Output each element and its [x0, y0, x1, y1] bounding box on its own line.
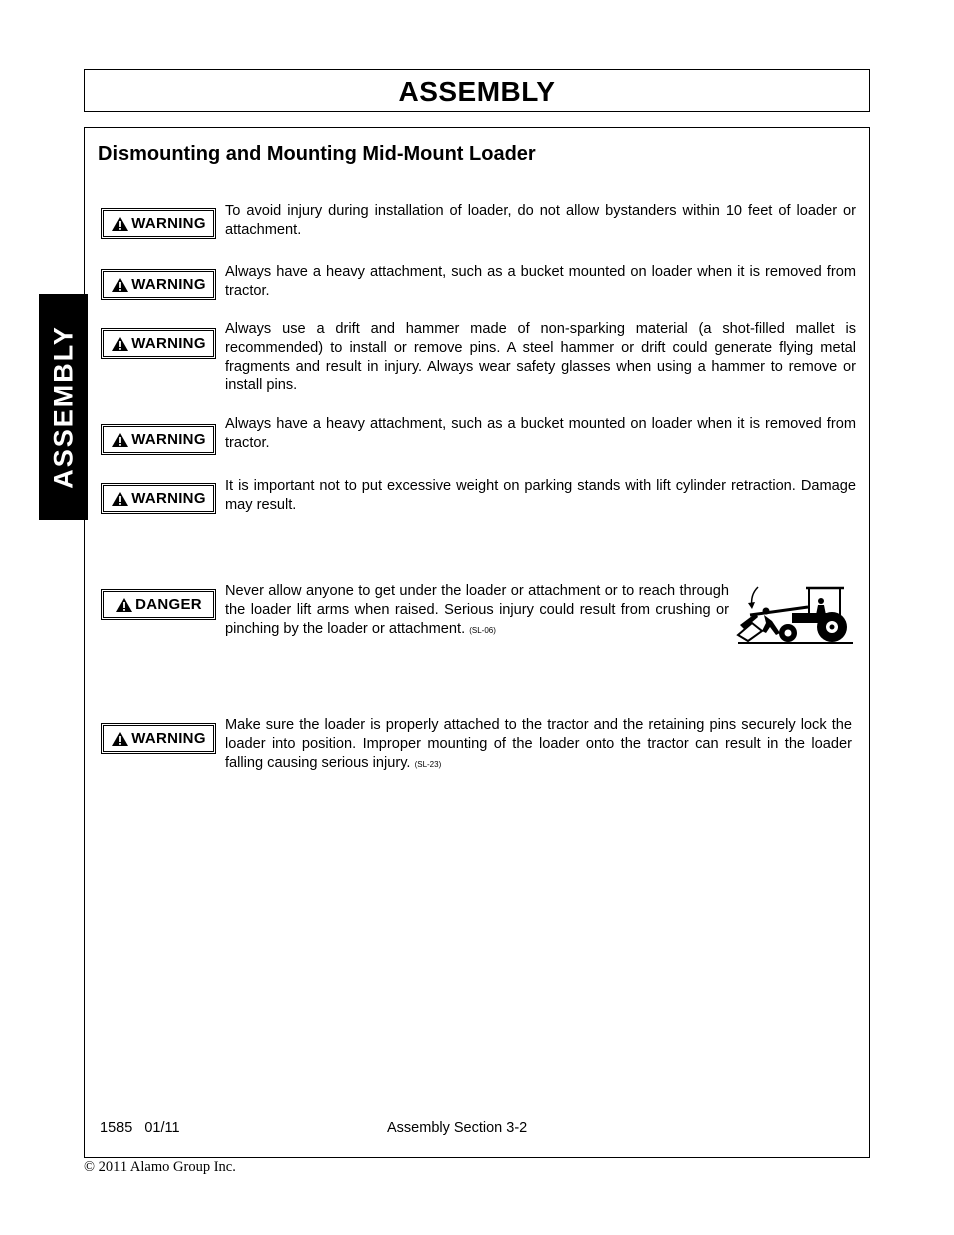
alert-triangle-icon	[111, 216, 129, 232]
warning-label: WARNING	[131, 730, 206, 747]
notice-text: Always have a heavy attachment, such as a bucket mounted on loader when it is removed from tractor.	[225, 264, 856, 299]
notice-text: Always use a drift and hammer made of non-sparking material (a shot-filled mallet is recommended) to install or remove pins. A steel hammer or drift could generate flying metal fragments and result in injury. Always wear safety glasses when using a hammer to remove or install pins.	[225, 321, 856, 394]
danger-badge	[101, 589, 216, 620]
copyright: © 2011 Alamo Group Inc.	[84, 1159, 236, 1175]
danger-label: DANGER	[135, 596, 202, 613]
section-title: Dismounting and Mounting Mid-Mount Loader	[98, 143, 536, 165]
notice-text: Make sure the loader is properly attached to the tractor and the retaining pins securely lock the loader into position. Improper mounting of the loader onto the tractor can result in the loader falling causing serious injury. (SL-23)	[225, 717, 852, 771]
alert-triangle-icon	[111, 432, 129, 448]
side-tab-label: ASSEMBLY	[48, 325, 78, 489]
alert-triangle-icon	[111, 491, 129, 507]
warning-label: WARNING	[131, 215, 206, 232]
warning-badge	[101, 208, 216, 239]
page-title: ASSEMBLY	[398, 76, 556, 107]
alert-triangle-icon	[115, 597, 133, 613]
alert-triangle-icon	[111, 336, 129, 352]
loader-crush-hazard-illustration	[736, 585, 856, 647]
warning-badge	[101, 483, 216, 514]
side-tab	[39, 294, 88, 520]
notice-text: To avoid injury during installation of loader, do not allow bystanders within 10 feet of loader or attachment.	[225, 203, 856, 238]
notice-text: It is important not to put excessive weight on parking stands with lift cylinder retraction. Damage may result.	[225, 478, 856, 513]
warning-label: WARNING	[131, 276, 206, 293]
alert-triangle-icon	[111, 277, 129, 293]
notice-text: Always have a heavy attachment, such as a bucket mounted on loader when it is removed from tractor.	[225, 416, 856, 451]
warning-badge	[101, 269, 216, 300]
page-header	[84, 69, 870, 112]
warning-badge	[101, 424, 216, 455]
warning-label: WARNING	[131, 335, 206, 352]
notice-text: Never allow anyone to get under the loader or attachment or to reach through the loader lift arms when raised. Serious injury could result from crushing or pinching by the loader or attachment. (SL-06)	[225, 583, 729, 637]
warning-badge	[101, 723, 216, 754]
warning-label: WARNING	[131, 490, 206, 507]
alert-triangle-icon	[111, 731, 129, 747]
warning-badge	[101, 328, 216, 359]
footer-doc-number: 1585 01/11	[100, 1120, 180, 1136]
warning-label: WARNING	[131, 431, 206, 448]
footer-section: Assembly Section 3-2	[387, 1120, 528, 1136]
